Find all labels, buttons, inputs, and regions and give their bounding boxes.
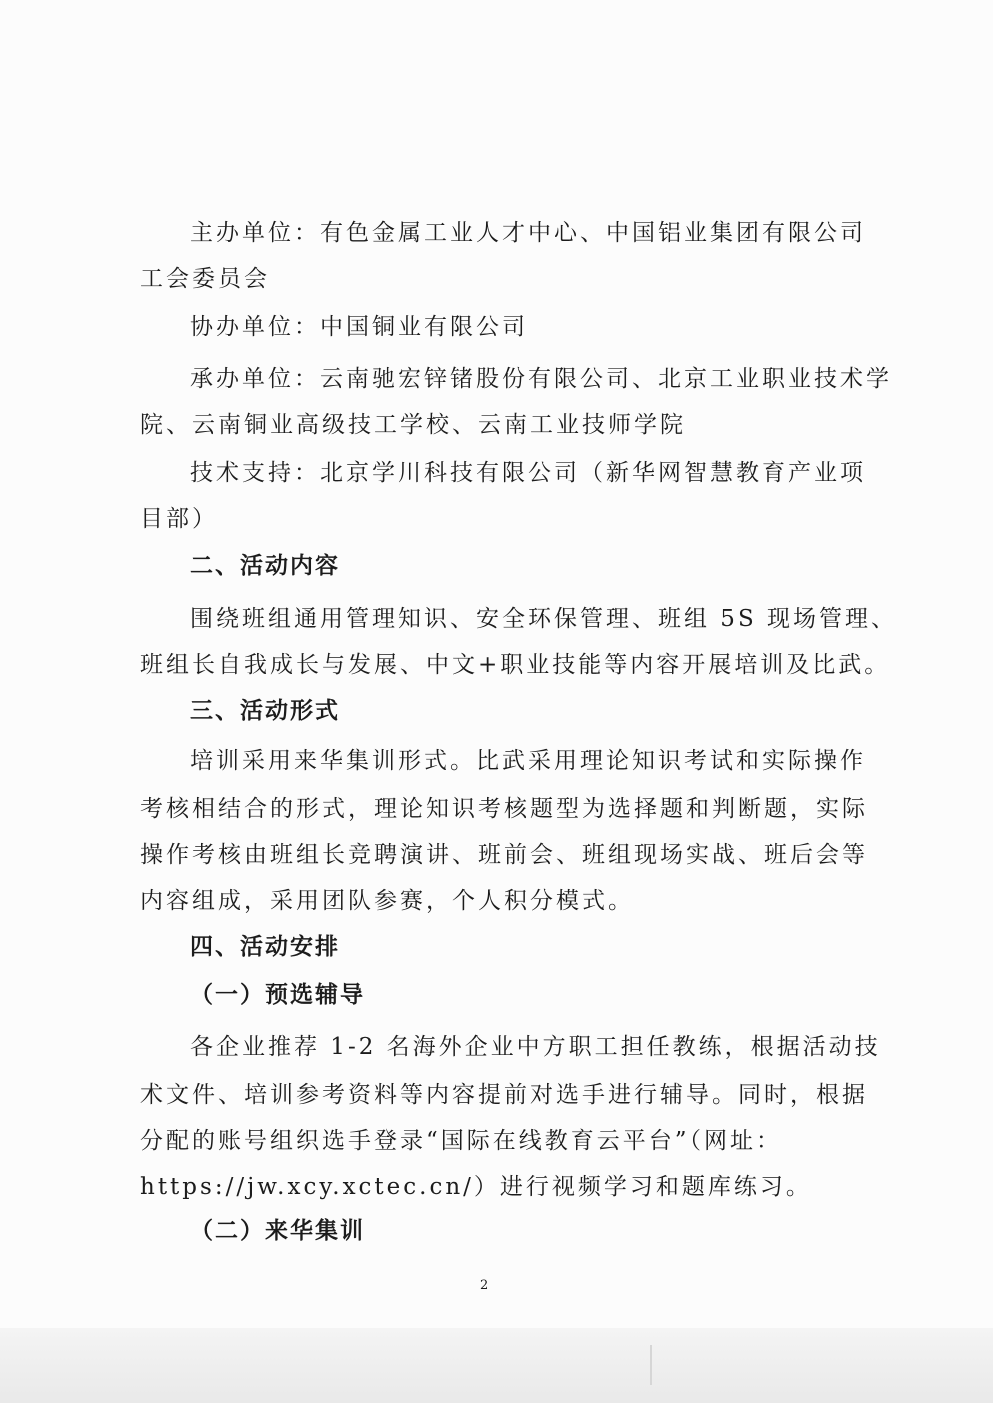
- tech-support-line-1: 技术支持：北京学川科技有限公司（新华网智慧教育产业项: [190, 460, 866, 486]
- section-4-heading: 四、活动安排: [190, 934, 340, 960]
- host-organizer-line-2: 工会委员会: [140, 266, 270, 292]
- scan-mark: [650, 1345, 652, 1385]
- page-number: 2: [480, 1278, 489, 1293]
- section-2-heading: 二、活动内容: [190, 553, 340, 579]
- subsection-1-line-3: 分配的账号组织选手登录“国际在线教育云平台”（网址：: [140, 1128, 783, 1154]
- co-organizer-line: 协办单位：中国铜业有限公司: [190, 314, 528, 340]
- undertaker-line-1: 承办单位：云南驰宏锌锗股份有限公司、北京工业职业技术学: [190, 366, 892, 392]
- section-3-line-3: 操作考核由班组长竞聘演讲、班前会、班组现场实战、班后会等: [140, 842, 868, 868]
- section-3-line-4: 内容组成，采用团队参赛，个人积分模式。: [140, 888, 634, 914]
- host-organizer-line-1: 主办单位：有色金属工业人才中心、中国铝业集团有限公司: [190, 220, 866, 246]
- subsection-1-heading: （一）预选辅导: [190, 982, 365, 1008]
- subsection-1-line-1: 各企业推荐 1-2 名海外企业中方职工担任教练，根据活动技: [190, 1034, 881, 1060]
- subsection-2-heading: （二）来华集训: [190, 1218, 365, 1244]
- section-3-line-2: 考核相结合的形式，理论知识考核题型为选择题和判断题，实际: [140, 796, 868, 822]
- subsection-1-line-4: https://jw.xcy.xctec.cn/）进行视频学习和题库练习。: [140, 1174, 812, 1200]
- section-3-heading: 三、活动形式: [190, 698, 340, 724]
- section-3-line-1: 培训采用来华集训形式。比武采用理论知识考试和实际操作: [190, 748, 866, 774]
- section-2-line-2: 班组长自我成长与发展、中文+职业技能等内容开展培训及比武。: [140, 652, 891, 678]
- undertaker-line-2: 院、云南铜业高级技工学校、云南工业技师学院: [140, 412, 686, 438]
- tech-support-line-2: 目部）: [140, 506, 218, 532]
- scan-edge: [0, 1328, 993, 1403]
- subsection-1-line-2: 术文件、培训参考资料等内容提前对选手进行辅导。同时，根据: [140, 1082, 868, 1108]
- section-2-line-1: 围绕班组通用管理知识、安全环保管理、班组 5S 现场管理、: [190, 606, 898, 632]
